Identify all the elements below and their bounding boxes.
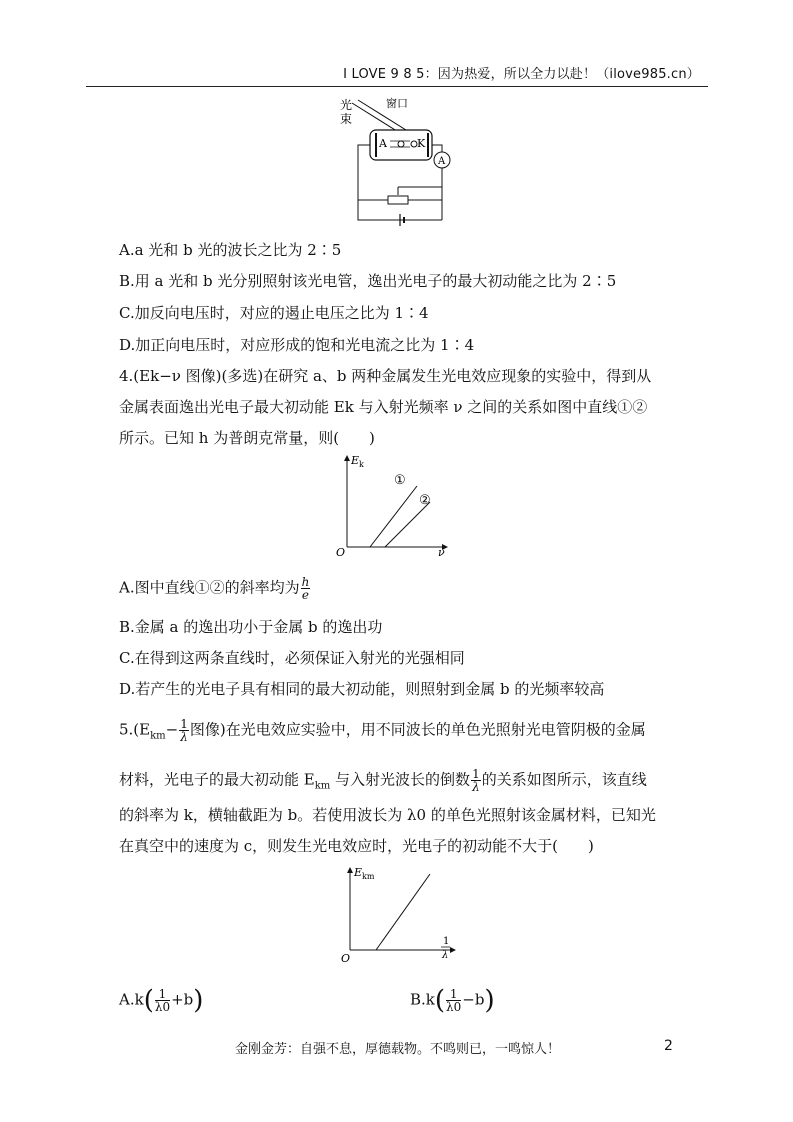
q5-option-b: B.k( $\frac{1}{\lambda 0}$ −b) (410, 985, 495, 1016)
q5-graph-origin: O (341, 952, 351, 965)
q4-stem-line3: 所示。已知 h 为普朗克常量，则( ) (119, 429, 375, 447)
q5-stem-line2: 材料，光电子的最大初动能 $E_{km}$ 与入射光波长的倒数 $\frac{1}{\lambda}$ 的关系如图所示，该直线 (119, 767, 647, 794)
q4-stem-line1: 4.(Ek−ν 图像)(多选)在研究 a、b 两种金属发生光电效应现象的实验中，得到从 (119, 367, 652, 385)
phototube-circuit-diagram (330, 95, 460, 230)
label-window: 窗口 (386, 97, 408, 110)
q4-graph-origin: O (336, 546, 346, 559)
label-beam: 束 (340, 112, 353, 126)
q3-option-a: A.a 光和 b 光的波长之比为 2∶5 (119, 241, 342, 259)
ekm-inverse-lambda-graph (333, 862, 463, 967)
q3-option-d: D.加正向电压时，对应形成的饱和光电流之比为 1∶4 (119, 336, 475, 354)
q5-stem-line3: 的斜率为 k，横轴截距为 b。若使用波长为 λ0 的单色光照射该金属材料，已知光 (119, 806, 656, 824)
label-anode: A (379, 137, 387, 150)
q5-graph-ylabel: E (354, 866, 363, 879)
q5-stem-line1: $5.(E_{km}-$ $\frac{1}{\lambda}$ 图像)在光电效应实验中，用不同波长的单色光照射光电管阴极的金属 (119, 717, 646, 744)
header-divider (86, 86, 708, 87)
q4-option-a (119, 576, 311, 601)
q4-option-d: D.若产生的光电子具有相同的最大初动能，则照射到金属 b 的光频率较高 (119, 680, 605, 698)
q5-graph-xlabel-den: λ (442, 950, 449, 961)
q4-line-2-label: ② (419, 493, 431, 508)
q5-graph-xlabel-num: 1 (443, 936, 450, 947)
q4-graph-ysub: k (359, 460, 364, 469)
q5-stem-line4: 在真空中的速度为 c，则发生光电效应时，光电子的初动能不大于( ) (119, 837, 594, 855)
q4-option-b: B.金属 a 的逸出功小于金属 b 的逸出功 (119, 618, 383, 636)
q4-stem-line2: 金属表面逸出光电子最大初动能 Ek 与入射光频率 ν 之间的关系如图中直线①② (119, 398, 648, 416)
label-light: 光 (340, 98, 353, 112)
q4-option-c: C.在得到这两条直线时，必须保证入射光的光强相同 (119, 649, 465, 667)
page-footer-motto: 金刚金芳：自强不息，厚德载物。不鸣则已，一鸣惊人！ (235, 1042, 561, 1057)
q5-graph-ysub: km (362, 872, 375, 881)
q4-graph-xlabel: ν (438, 546, 445, 559)
q4-option-a-fraction: $\frac{h}{e}$ (301, 575, 310, 602)
q4-graph-ylabel: E (351, 454, 360, 467)
q4-line-2 (385, 502, 430, 547)
q4-line-1-label: ① (394, 473, 406, 488)
q5-graph-line (376, 874, 430, 950)
page-header: I LOVE 9 8 5：因为热爱，所以全力以赴！（ilove985.cn） (343, 67, 700, 82)
label-cathode: K (417, 137, 426, 150)
q4-option-a-text: A.图中直线①②的斜率均为 (119, 578, 300, 597)
page-number: 2 (664, 1038, 673, 1054)
q3-option-b: B.用 a 光和 b 光分别照射该光电管，逸出光电子的最大初动能之比为 2∶5 (119, 272, 617, 290)
q3-option-c: C.加反向电压时，对应的遏止电压之比为 1∶4 (119, 304, 429, 322)
ek-nu-graph (330, 450, 455, 560)
label-ammeter: A (438, 156, 446, 167)
q5-inverse-lambda-fraction: $\frac{1}{\lambda}$ (180, 717, 188, 744)
q5-option-a: A.k( $\frac{1}{\lambda 0}$ +b) (119, 985, 204, 1016)
